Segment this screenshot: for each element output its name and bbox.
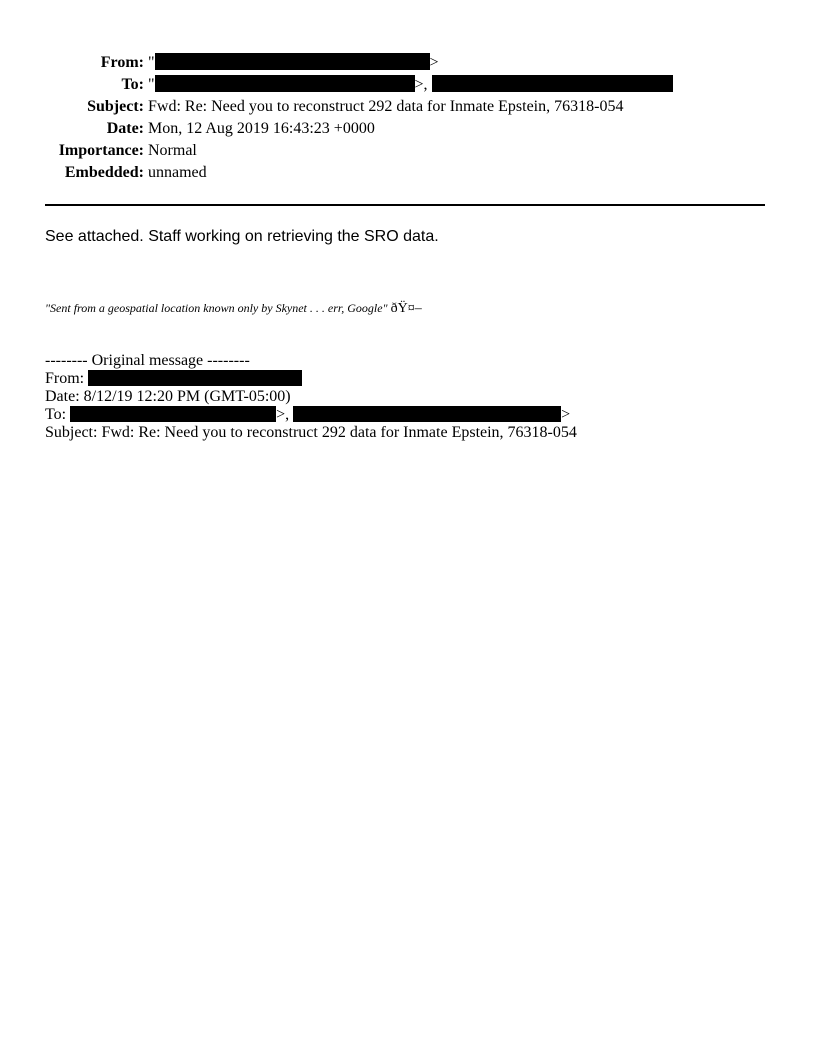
original-divider: -------- Original message -------- xyxy=(45,352,250,369)
embedded-label: Embedded: xyxy=(64,164,144,181)
subject-label: Subject: xyxy=(87,98,144,115)
original-to xyxy=(45,406,577,424)
importance-value: Normal xyxy=(148,142,197,159)
header-divider xyxy=(45,204,765,206)
embedded-value: unnamed xyxy=(148,164,207,181)
email-header xyxy=(0,52,816,184)
to-separator: >, xyxy=(414,76,428,93)
original-date: Date: 8/12/19 12:20 PM (GMT-05:00) xyxy=(45,388,291,405)
redaction-block xyxy=(432,75,673,92)
embedded-row xyxy=(0,162,816,184)
subject-value: Fwd: Re: Need you to reconstruct 292 data for Inmate Epstein, 76318-054 xyxy=(148,98,624,115)
from-label: From: xyxy=(100,54,144,71)
to-value xyxy=(148,74,673,96)
message-body: See attached. Staff working on retrieving the SRO data. xyxy=(45,228,439,245)
signature-quote: "Sent from a geospatial location known only by Skynet . . . err, Google" xyxy=(45,301,388,315)
to-row xyxy=(0,74,816,96)
original-to-label: To: xyxy=(45,406,67,423)
date-label: Date: xyxy=(106,120,144,137)
original-to-suffix: > xyxy=(561,406,571,423)
original-to-separator: >, xyxy=(276,406,290,423)
from-prefix: " xyxy=(148,54,155,71)
date-value: Mon, 12 Aug 2019 16:43:23 +0000 xyxy=(148,120,375,137)
from-suffix: > xyxy=(429,54,439,71)
signature-glyphs: ðŸ¤– xyxy=(390,301,422,316)
redaction-block xyxy=(293,406,561,422)
original-subject: Subject: Fwd: Re: Need you to reconstruct 292 data for Inmate Epstein, 76318-054 xyxy=(45,424,577,441)
importance-label: Importance: xyxy=(58,142,144,159)
subject-row xyxy=(0,96,816,118)
date-row xyxy=(0,118,816,140)
signature xyxy=(45,299,422,318)
redaction-block xyxy=(155,75,415,92)
redaction-block xyxy=(155,53,430,70)
original-from xyxy=(45,370,577,388)
to-label: To: xyxy=(121,76,144,93)
from-row xyxy=(0,52,816,74)
importance-row xyxy=(0,140,816,162)
redaction-block xyxy=(70,406,276,422)
redaction-block xyxy=(88,370,302,386)
original-from-label: From: xyxy=(45,370,85,387)
original-message xyxy=(45,352,577,442)
to-prefix: " xyxy=(148,76,155,93)
from-value xyxy=(148,52,439,74)
